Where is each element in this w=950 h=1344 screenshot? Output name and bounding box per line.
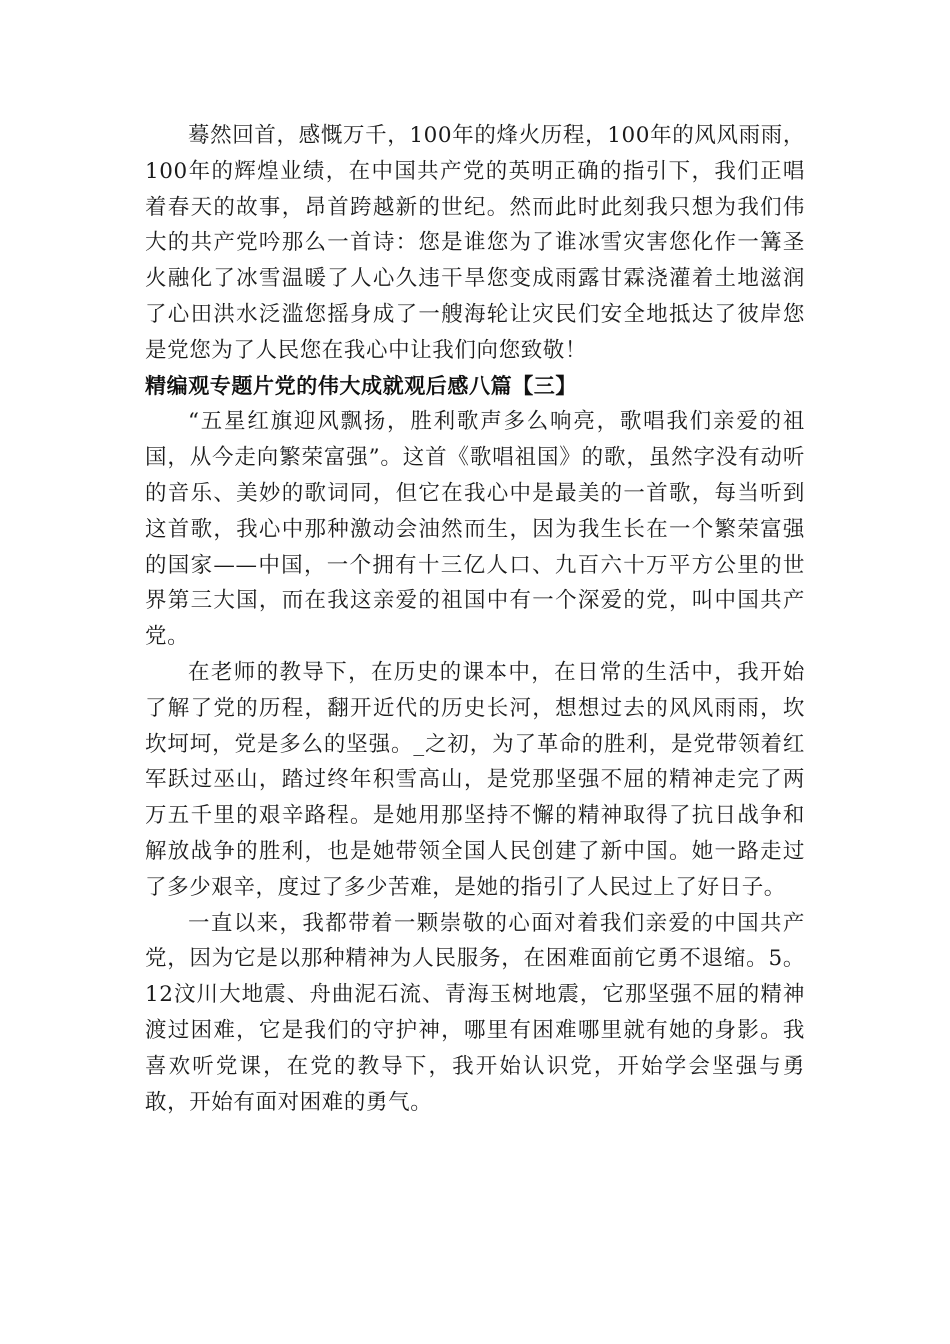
document-body — [145, 118, 805, 1120]
section-heading: 精编观专题片党的伟大成就观后感八篇【三】 — [145, 373, 577, 398]
paragraph-intro-poem: 蓦然回首，感慨万千，100年的烽火历程，100年的风风雨雨，100年的辉煌业绩，在中国共产党的英明正确的指引下，我们正唱着春天的故事，昂首跨越新的世纪。然而此时此刻我只想为我们伟大的共产党吟那么一首诗：您是谁您为了谁冰雪灾害您化作一篝圣火融化了冰雪温暖了人心久违干旱您变成雨露甘霖浇灌着土地滋润了心田洪水泛滥您摇身成了一艘海轮让灾民们安全地抵达了彼岸您是党您为了人民您在我心中让我们向您致敬！ — [145, 123, 805, 363]
paragraph-history: 在老师的教导下，在历史的课本中，在日常的生活中，我开始了解了党的历程，翻开近代的历史长河，想想过去的风风雨雨，坎坎坷坷，党是多么的坚强。_之初，为了革命的胜利，是党带领着红军跃过巫山，踏过终年积雪高山，是党那坚强不屈的精神走完了两万五千里的艰辛路程。是她用那坚持不懈的精神取得了抗日战争和解放战争的胜利，也是她带领全国人民创建了新中国。她一路走过了多少艰辛，度过了多少苦难，是她的指引了人民过上了好日子。 — [145, 659, 805, 900]
paragraph-song: “五星红旗迎风飘扬，胜利歌声多么响亮，歌唱我们亲爱的祖国，从今走向繁荣富强”。这首《歌唱祖国》的歌，虽然字没有动听的音乐、美妙的歌词同，但它在我心中是最美的一首歌，每当听到这首歌，我心中那种激动会油然而生，因为我生长在一个繁荣富强的国家——中国，一个拥有十三亿人口、九百六十万平方公里的世界第三大国，而在我这亲爱的祖国中有一个深爱的党，叫中国共产党。 — [145, 409, 805, 650]
paragraph-respect: 一直以来，我都带着一颗崇敬的心面对着我们亲爱的中国共产党，因为它是以那种精神为人民服务，在困难面前它勇不退缩。5。12汶川大地震、舟曲泥石流、青海玉树地震，它那坚强不屈的精神渡过困难，它是我们的守护神，哪里有困难哪里就有她的身影。我喜欢听党课，在党的教导下，我开始认识党，开始学会坚强与勇敢，开始有面对困难的勇气。 — [145, 910, 805, 1115]
